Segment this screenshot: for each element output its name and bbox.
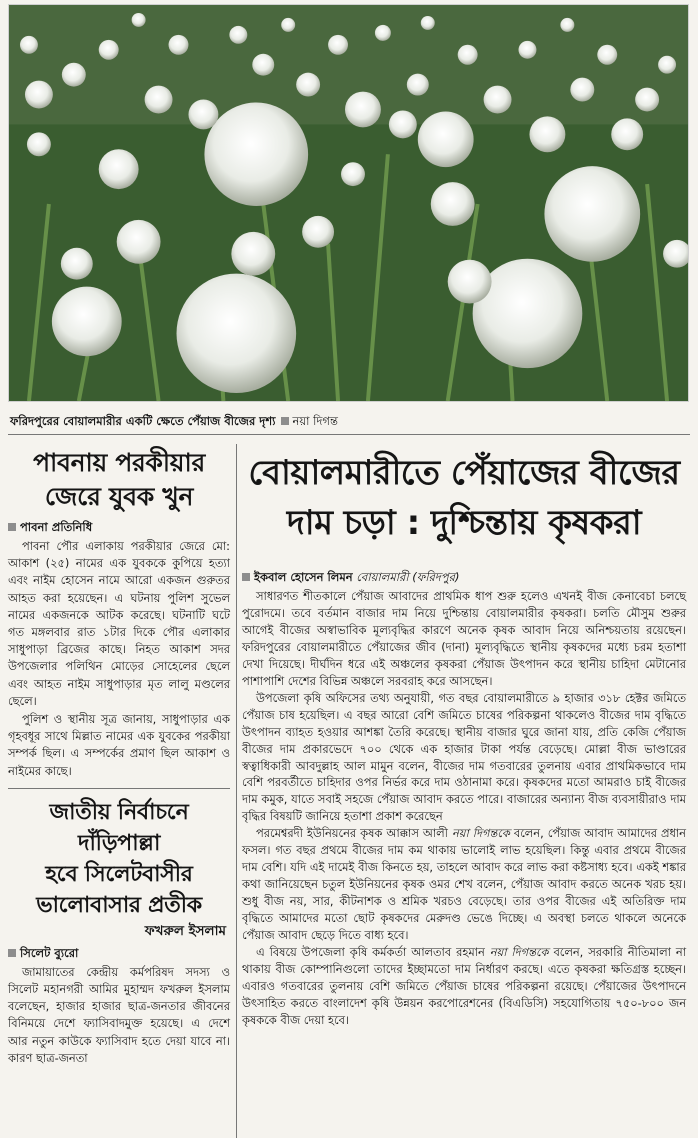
main-paragraph: সাধারণত শীতকালে পেঁয়াজ আবাদের প্রাথমিক ধাপ শুরু হলেও এখনই বীজ কেনাবেচা চলছে পুরোদমে। তবে বর্তমান বাজার দাম নিয়ে দুশ্চিন্তায় বোয়ালমারীর কৃষকরা। চলতি মৌসুম শুরুর আগেই বীজের অস্বাভাবিক মূল্যবৃদ্ধির কারণে অনেক কৃষক আবাদ নিয়ে অনিশ্চয়তায় রয়েছেন। ফরিদপুরের বোয়ালমারীতে পেঁয়াজের জীব (দানা) মূল্যবৃদ্ধিতে স্থানীয় কৃষকদের মধ্যে চরম হতাশা দেখা দিয়েছে। দীর্ঘদিন ধরে এই অঞ্চলের কৃষকরা পেঁয়াজ উৎপাদন করে স্থানীয় চাহিদা মেটানোর পাশাপাশি দেশের বিভিন্ন অঞ্চলে সরবরাহ করে আসছেন। [242, 589, 686, 688]
caption-text: ফরিদপুরের বোয়ালমারীর একটি ক্ষেতে পেঁয়াজ বীজের দৃশ্য [10, 414, 276, 428]
photo-caption [10, 414, 680, 428]
divider-horizontal [8, 434, 690, 435]
square-bullet-icon [281, 417, 289, 425]
divider-vertical [236, 444, 237, 1138]
main-paragraph-source: নয়া দিগন্তকে [489, 945, 549, 960]
story2-headline [8, 797, 230, 921]
story2-author: ফখরুল ইসলাম [144, 922, 226, 939]
main-byline-name: ইকবাল হোসেন লিমন [254, 570, 353, 584]
main-body [242, 588, 686, 1029]
story1-body [8, 538, 230, 780]
main-paragraph: উপজেলা কৃষি অফিসের তথ্য অনুযায়ী, গত বছর বোয়ালমারীতে ৯ হাজার ৩১৮ হেক্টর জমিতে পেঁয়াজ চাষ হয়েছিল। এ বছর আরো বেশি জমিতে চাষের পরিকল্পনা থাকলেও বীজের দাম বৃদ্ধিতে উৎপাদন ব্যাহত হওয়ার আশঙ্কা তৈরি করেছে। স্থানীয় বাজার ঘুরে জানা যায়, প্রতি কেজি পেঁয়াজ বীজের দাম প্রকারভেদে ৭০০ থেকে এক হাজার টাকা পর্যন্ত বেড়েছে। মোল্লা বীজ ভাণ্ডারের স্বত্বাধিকারী আবদুল্লাহ আল মামুন বলেন, বীজের দাম গতবারের তুলনায় এবার প্রাথমিকভাবে দাম বেশি পরবর্তীতে চাহিদার ওপর নির্ভর করে দাম ওঠানামা করে। কৃষকদের মতো আমরাও চাই বীজের দাম কমুক, যাতে সবাই সহজে পেঁয়াজ আবাদ করতে পারে। বাজারের অন্যান্য বীজ ব্যবসায়ীরাও দাম বৃদ্ধির বিষয়টি জানিয়ে হতাশা প্রকাশ করেছেন [242, 690, 686, 824]
story1-byline [8, 520, 230, 535]
story2-headline-line3: ভালোবাসার প্রতীক [36, 892, 202, 918]
main-paragraph-text: বলেন, সরকারি নীতিমালা না থাকায় বীজ কোম্পানিগুলো তাদের ইচ্ছামতো দাম নির্ধারণ করছে। এতে কৃষকরা ক্ষতিগ্রস্ত হচ্ছেন। এবারও গতবারের তুলনায় বেশি জমিতে পেঁয়াজ চাষের পরিকল্পনা রয়েছে। পেঁয়াজের উৎপাদনে উৎসাহিত করতে বাংলাদেশ কৃষি উন্নয়ন করপোরেশনের (বিএডিসি) সহযোগিতায় ৭৫০-৮০০ জন কৃষককে বীজ দেয়া হবে। [242, 945, 686, 1027]
story1-headline [8, 446, 230, 514]
story2-body [8, 964, 230, 1067]
story2-paragraph: জামায়াতের কেন্দ্রীয় কর্মপরিষদ সদস্য ও সিলেট মহানগরী আমির মুহাম্মদ ফখরুল ইসলাম বলেছেন, হাজার হাজার ছাত্র-জনতার জীবনের বিনিময়ে দেশে ফ্যাসিবাদমুক্ত হয়েছে। এ দেশে আর নতুন কাউকে ফ্যাসিবাদ হতে দেয়া যাবে না। কারণ ছাত্র-জনতা [8, 964, 230, 1065]
story2-headline-line2: হবে সিলেটবাসীর [45, 861, 193, 887]
main-headline-line2: দাম চড়া : দুশ্চিন্তায় কৃষকরা [286, 503, 642, 543]
main-paragraph-text: এ বিষয়ে উপজেলা কৃষি কর্মকর্তা আলতাব রহমান [256, 945, 490, 960]
main-byline [242, 570, 686, 585]
story1-byline-text: পাবনা প্রতিনিধি [20, 520, 93, 534]
onion-seed-field-photo [8, 4, 689, 402]
divider-horizontal [8, 788, 230, 789]
story1-paragraph: পুলিশ ও স্থানীয় সূত্র জানায়, সাধুপাড়ার এক গৃহবধূর সাথে মিল্লাত নামের এক যুবকের পরকীয়া সম্পর্ক ছিল। এ সম্পর্কের প্রমাণ ছিল আকাশ ও নাইমের কাছে। [8, 712, 230, 778]
story2-byline-text: সিলেট ব্যুরো [20, 945, 79, 960]
story2-headline-line1: জাতীয় নির্বাচনে দাঁড়িপাল্লা [49, 799, 189, 856]
story1-headline-line2: জেরে যুবক খুন [44, 482, 194, 511]
main-byline-place: বোয়ালমারী (ফরিদপুর) [356, 570, 460, 584]
main-paragraph-text: বলেন, পেঁয়াজ আবাদ আমাদের প্রধান ফসল। গত বছর প্রথমে বীজের দাম কম থাকায় ভালোই লাভ হয়েছিল। কিন্তু এবার প্রথমে বীজের দাম বেশি। যদি এই দামেই বীজ কিনতে হয়, তাহলে আবাদ করে লাভ করা কষ্টসাধ্য হবে। একই শঙ্কার কথা জানিয়েছেন চতুল ইউনিয়নের কৃষক ওমর শেখ বলেন, পেঁয়াজ আবাদ করতে অনেক খরচ হয়। শুধু বীজ নয়, সার, কীটনাশক ও শ্রমিক খরচও বেড়েছে। তার ওপর বীজের এই অতিরিক্ত দাম বৃদ্ধিতে আমাদের মতো ছোট কৃষকদের মেরুদণ্ড ভেঙে দিচ্ছে। এ অবস্থা চলতে থাকলে অনেকে পেঁয়াজ আবাদ ছেড়ে দিতে বাধ্য হবে। [242, 826, 686, 943]
caption-credit: নয়া দিগন্ত [292, 414, 338, 428]
square-bullet-icon [242, 573, 250, 581]
photo-illustration [9, 5, 688, 401]
main-headline [242, 448, 686, 548]
main-paragraph [242, 825, 686, 944]
main-paragraph-source: নয়া দিগন্তকে [451, 826, 510, 841]
story1-headline-line1: পাবনায় পরকীয়ার [33, 448, 205, 477]
main-paragraph-text: পরমেশ্বরদী ইউনিয়নের কৃষক আক্কাস আলী [256, 826, 452, 841]
main-paragraph [242, 944, 686, 1029]
story2-byline [8, 946, 230, 961]
square-bullet-icon [8, 523, 16, 531]
story1-paragraph: পাবনা পৌর এলাকায় পরকীয়ার জেরে মো: আকাশ (২৫) নামের এক যুবককে কুপিয়ে হত্যা এবং নাইম হোসেন নামে আরো একজন গুরুতর আহত করা হয়েছেন। এ ঘটনায় পুলিশ সুভেল নামের একজনকে আটক করেছে। ঘটনাটি ঘটে গত মঙ্গলবার রাত ১টার দিকে পৌর এলাকার সাধুপাড়া ব্রিজের কাছে। নিহত আকাশ সদর উপজেলার পলিথিন মোড়ের সোহেলের ছেলে এবং আহত নাইম সাধুপাড়ার মৃত লালু মণ্ডলের ছেলে। [8, 539, 230, 708]
main-headline-line1: বোয়ালমারীতে পেঁয়াজের বীজের [248, 453, 680, 493]
left-column [8, 446, 230, 1068]
main-article [242, 448, 686, 1029]
square-bullet-icon [8, 949, 16, 957]
